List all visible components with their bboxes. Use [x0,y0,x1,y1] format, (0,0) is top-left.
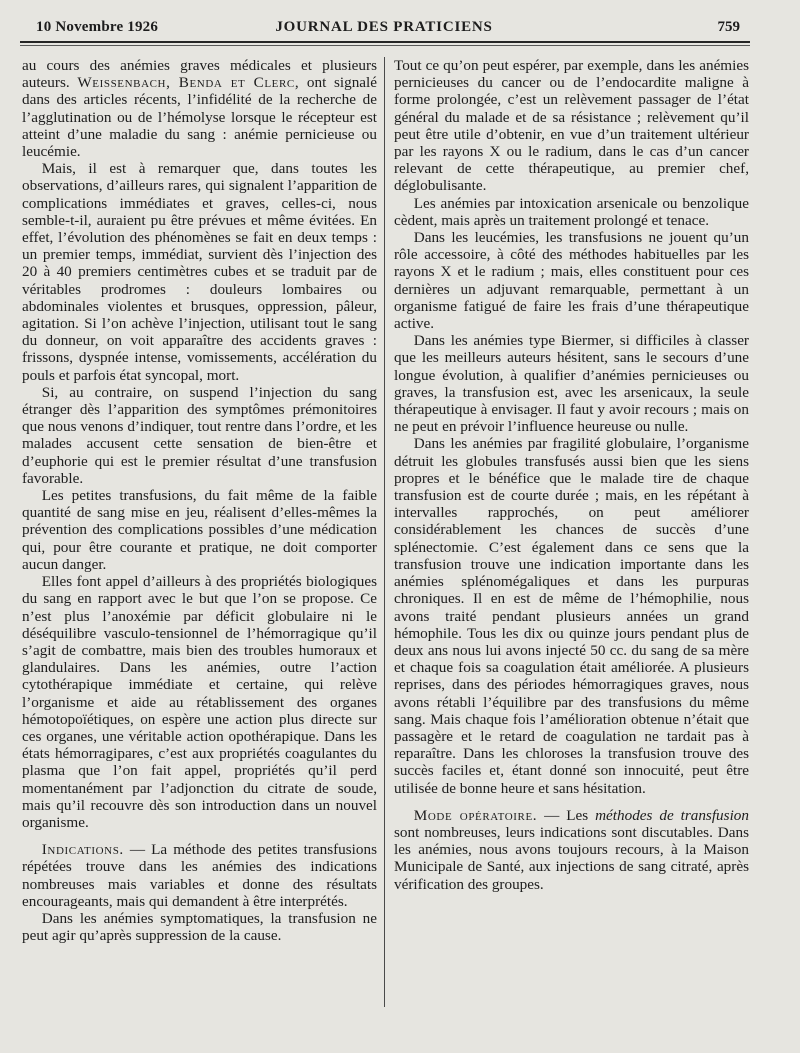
paragraph: Elles font appel d’ailleurs à des propriétés biologiques du sang en rapport avec le but que l’on se propose. Ce n’est plus l’anoxémie par déficit globulaire ni le déséquilibre vasculo-tensionnel de l’hémorragique qu’il s’agit de combattre, mais bien des troubles humoraux et glandulaires. Dans les anémies, outre l’action cytothérapique immédiate et certaine, qui relève l’organisme et aide au rétablissement des organes hémotopoïétiques, on espère une action plus directe sur ces organes, une véritable action opothérapique. Dans les états hémorragipares, c’est aux propriétés coagulantes du plasma que l’on fait appel, propriétés qu’il perd momentanément par l’adjonction du citrate de soude, mais qu’il recouvre dès son introduction dans un nouvel organisme. [22,573,377,831]
paragraph: Dans les anémies symptomatiques, la transfusion ne peut agir qu’après suppression de la cause. [22,909,377,945]
header-rule [20,41,750,43]
right-column [394,57,749,893]
paragraph-text: — Les [537,806,596,824]
header-rule-thin [20,45,750,46]
left-column [22,57,377,944]
paragraph-text: — La méthode des petites transfusions répétées trouve dans les anémies des indications nombreuses mais variables et donne des résultats encourageants, mais qui demandent à être interprétés. [22,841,377,910]
issue-date: 10 Novembre 1926 [36,19,159,35]
paragraph: Si, au contraire, on suspend l’injection du sang étranger dès l’apparition des symptômes prémonitoires que nous venons d’indiquer, tout rentre dans l’ordre, et les malades accusent cette sensation de bien-être et d’euphorie qui est le premier résultat d’une transfusion favorable. [22,383,377,487]
paragraph: Dans les anémies par fragilité globulaire, l’organisme détruit les globules transfusés aussi bien que les siens propres et le bénéfice que le malade tire de chaque transfusion est de courte durée ; mais, en les répétant à intervalles rapprochés, on peut améliorer considérablement les chances de succès d’une splénectomie. C’est également dans ce sens que la transfusion trouve une indication importante dans les anémies splénomégaliques et dans les purpuras chroniques. Il en est de même de l’hémophilie, nous avons traité pendant plusieurs années un grand hémophile. Tous les dix ou quinze jours pendant plus de deux ans nous lui avons injecté 50 cc. du sang de sa mère et chaque fois sa coagulation était améliorée. A plusieurs reprises, dans des périodes hémorragiques graves, nous avons rétabli l’équilibre par des transfusions du même sang. Mais chaque fois l’amélioration obtenue n’était que passagère et le retard de coagulation ne tardait pas à reparaître. Dans les chloroses la transfusion trouve des succès faciles et, étant donné son innocuité, peut être utilisée de bonne heure et sans hésitation. [394,435,749,797]
paragraph: Mais, il est à remarquer que, dans toutes les observations, d’ailleurs rares, qui signalent l’apparition de complications immédiates et graves, celles-ci, nous semble-t-il, auraient pu être prévues et même évitées. En effet, l’évolution des phénomènes se fait en deux temps : un premier temps, immédiat, survient dès l’injection des 20 à 40 premiers centimètres cubes et se traduit par de véritables prodromes : douleurs lombaires ou abdominales violentes et brusques, oppression, pâleur, agitation. Si l’on achève l’injection, utilisant tout le sang du donneur, on voit apparaître des accidents graves : frissons, dyspnée intense, vomissements, accélération du pouls et parfois état syncopal, mort. [22,160,377,384]
paragraph: Dans les anémies type Biermer, si difficiles à classer que les meilleurs auteurs hésitent, sans le secours d’une longue évolution, à qualifier d’anémies pernicieuses ou graves, la transfusion est, avec les arsenicaux, la seule thérapeutique à envisager. Il faut y avoir recours ; mais on ne peut en prévoir l’influence heureuse ou nulle. [394,332,749,436]
section-indications [22,841,377,910]
column-divider [384,57,385,1007]
page-number: 759 [717,19,740,35]
paragraph-text: sont nombreuses, leurs indications sont discutables. Dans les anémies, nous avons toujours recours, à la Maison Municipale de Santé, aux injections de sang citraté, après vérification des groupes. [394,823,749,893]
paragraph: Tout ce qu’on peut espérer, par exemple, dans les anémies pernicieuses du cancer ou de l’endocardite maligne à forme prolongée, c’est un relèvement passager de l’état général du malade et de sa résistance ; relèvement qu’il peut être utile d’obtenir, en vue d’un traitement ultérieur par les rayons X ou le radium, dans le cas d’un cancer relevant de cette thérapeutique, au premier chef, déglobulisante. [394,57,749,195]
paragraph: Les anémies par intoxication arsenicale ou benzolique cèdent, mais après un traitement prolongé et tenace. [394,194,749,229]
section-heading: Mode opératoire. [413,806,538,824]
paragraph: Les petites transfusions, du fait même de la faible quantité de sang mise en jeu, réalisent d’elles-mêmes la prévention des complications possibles d’une médication qui, pour être courante et pratique, ne doit comporter aucun danger. [22,487,377,573]
paragraph-text: au cours des anémies graves médicales et plusieurs auteurs. [22,57,377,92]
section-heading: Indications. [41,841,124,859]
section-mode-operatoire [394,807,749,893]
italic-phrase: méthodes de transfusion [595,806,749,824]
paragraph [22,57,377,160]
paragraph-text: ont signalé dans des articles récents, l’infidélité de la recherche de l’agglutination ou de l’hémolyse lorsque le récepteur est atteint d’une maladie du sang : anémie pernicieuse ou leucémie. [22,74,378,161]
running-header [28,17,740,41]
paragraph: Dans les leucémies, les transfusions ne jouent qu’un rôle accessoire, à côté des méthodes habituelles par les rayons X et le radium ; mais, elles constituent pour ces dernières un adjuvant remarquable, permettant à un organisme fatigué de faire les frais d’une thérapeutique active. [394,229,749,333]
journal-title: JOURNAL DES PRATICIENS [275,19,493,35]
author-names: Weissenbach, Benda et Clerc, [77,74,300,92]
